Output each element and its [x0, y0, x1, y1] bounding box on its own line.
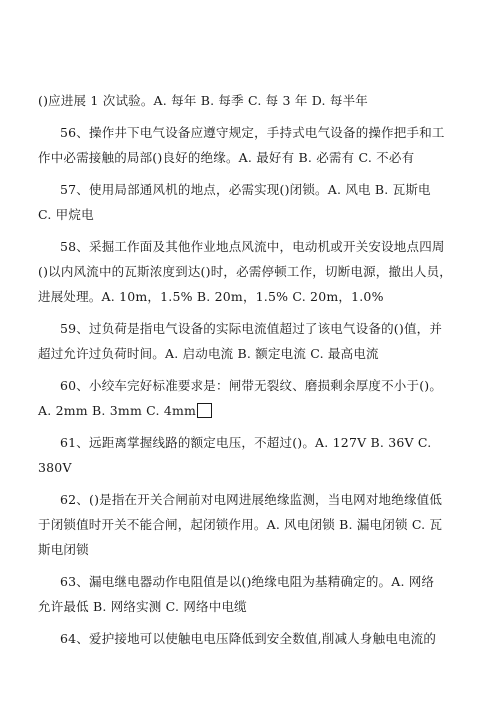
text-line: 63、漏电继电器动作电阻值是以()绝缘电阻为基精确定的。A. 网络 — [60, 574, 435, 589]
text-line: 60、小绞车完好标准要求是：闸带无裂纹、磨损剩余厚度不小于()。 — [60, 378, 443, 393]
text-line: ()以内风流中的瓦斯浓度到达()时，必需停顿工作，切断电源，撤出人员， — [38, 264, 453, 279]
text-line: C. 甲烷电 — [38, 207, 94, 222]
text-line: 作中必需接触的局部()良好的绝缘。A. 最好有 B. 必需有 C. 不必有 — [38, 150, 415, 165]
text-line: 62、()是指在开关合闸前对电网进展绝缘监测，当电网对地绝缘值低 — [60, 492, 443, 507]
text-line: 超过允许过负荷时间。A. 启动电流 B. 额定电流 C. 最高电流 — [38, 346, 379, 361]
empty-box-mark — [197, 403, 212, 418]
text-line: 59、过负荷是指电气设备的实际电流值超过了该电气设备的()值，并 — [60, 321, 443, 336]
text-line: 56、操作井下电气设备应遵守规定，手持式电气设备的操作把手和工 — [60, 125, 445, 140]
text-line: 允许最低 B. 网络实测 C. 网络中电缆 — [38, 599, 247, 614]
text-line: 进展处理。A. 10m，1.5% B. 20m，1.5% C. 20m，1.0% — [38, 289, 384, 304]
text-line: 61、远距离掌握线路的额定电压，不超过()。A. 127V B. 36V C. — [60, 435, 432, 450]
text-line: 64、爱护接地可以使触电电压降低到安全数值,削减人身触电电流的 — [60, 631, 437, 646]
text-line: ()应进展 1 次试验。A. 每年 B. 每季 C. 每 3 年 D. 每半年 — [38, 93, 368, 108]
text-line: 57、使用局部通风机的地点，必需实现()闭锁。A. 风电 B. 瓦斯电 — [60, 182, 431, 197]
text-segment: A. 2mm B. 3mm C. 4mm — [38, 403, 197, 418]
text-line: 斯电闭锁 — [38, 542, 89, 557]
text-line: 380V — [38, 460, 72, 475]
text-line: 58、采掘工作面及其他作业地点风流中，电动机或开关安设地点四周 — [60, 239, 445, 254]
text-line-with-box — [38, 403, 212, 419]
text-line: 于闭锁值时开关不能合闸，起闭锁作用。A. 风电闭锁 B. 漏电闭锁 C. 瓦 — [38, 517, 443, 532]
